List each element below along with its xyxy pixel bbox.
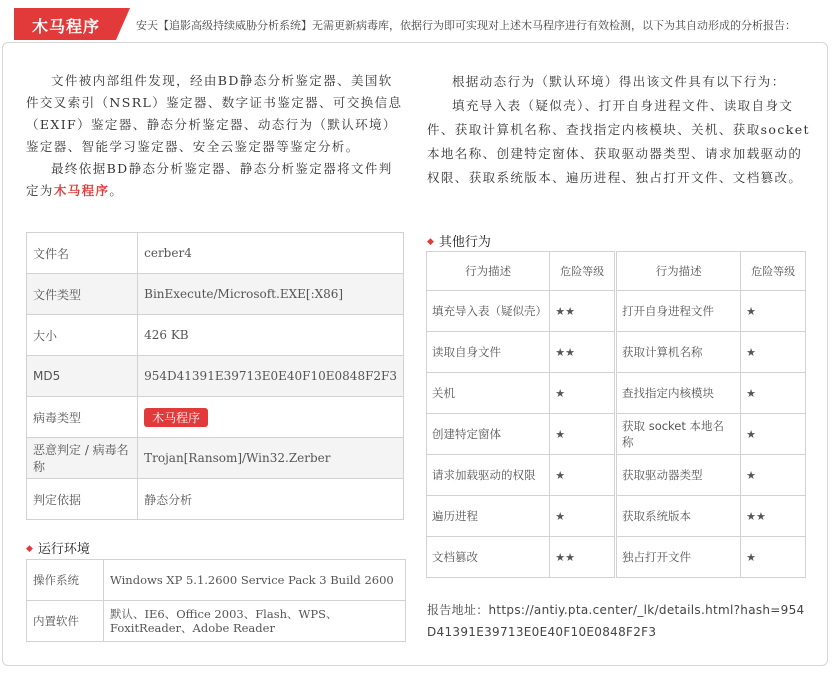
other-section-title bbox=[427, 231, 491, 250]
env-section-title bbox=[26, 538, 90, 557]
table-row bbox=[427, 332, 806, 373]
table-row bbox=[27, 274, 404, 315]
table-row bbox=[427, 537, 806, 578]
behavior-desc: 请求加载驱动的权限 bbox=[427, 455, 550, 496]
risk-stars: ★★ bbox=[550, 291, 616, 332]
risk-stars: ★★ bbox=[550, 332, 616, 373]
risk-stars: ★★ bbox=[741, 496, 806, 537]
other-section-title-text: 其他行为 bbox=[438, 235, 491, 250]
table-row bbox=[427, 373, 806, 414]
file-name-key: 文件名 bbox=[27, 233, 138, 274]
behavior-desc: 获取系统版本 bbox=[616, 496, 741, 537]
header bbox=[0, 0, 833, 44]
behavior-desc: 查找指定内核模块 bbox=[616, 373, 741, 414]
table-row bbox=[427, 414, 806, 455]
table-row bbox=[27, 560, 406, 601]
env-table bbox=[26, 559, 406, 642]
table-row bbox=[27, 356, 404, 397]
risk-stars: ★ bbox=[741, 537, 806, 578]
header-description: 安天【追影高级持续威胁分析系统】无需更新病毒库，依据行为即可实现对上述木马程序进行有效检测，以下为其自动形成的分析报告： bbox=[136, 19, 796, 32]
behavior-table bbox=[426, 251, 806, 578]
bullet-diamond-icon: ◆ bbox=[26, 544, 33, 554]
risk-stars: ★★ bbox=[550, 537, 616, 578]
intro-paragraph-2 bbox=[26, 158, 404, 202]
header-risk-2: 危险等级 bbox=[741, 252, 806, 291]
verdict-basis-value: 静态分析 bbox=[138, 479, 404, 520]
software-value: 默认、IE6、Office 2003、Flash、WPS、FoxitReader、Adobe Reader bbox=[104, 601, 406, 642]
verdict-basis-key: 判定依据 bbox=[27, 479, 138, 520]
table-row bbox=[27, 397, 404, 438]
behavior-desc: 独占打开文件 bbox=[616, 537, 741, 578]
report-url-link[interactable]: https://antiy.pta.center/_lk/details.html?hash=954D41391E39713E0E40F10E0848F2F3 bbox=[427, 603, 805, 639]
virus-type-key: 病毒类型 bbox=[27, 397, 138, 438]
file-size-value: 426 KB bbox=[138, 315, 404, 356]
intro-paragraph-1: 文件被内部组件发现，经由BD静态分析鉴定器、美国软件交叉索引（NSRL）鉴定器、数字证书鉴定器、可交换信息（EXIF）鉴定器、静态分析鉴定器、动态行为（默认环境）鉴定器、智能学习鉴定器、安全云鉴定器等鉴定分析。 bbox=[26, 73, 403, 154]
table-row bbox=[27, 479, 404, 520]
behavior-desc: 关机 bbox=[427, 373, 550, 414]
software-key: 内置软件 bbox=[27, 601, 104, 642]
behavior-desc: 获取计算机名称 bbox=[616, 332, 741, 373]
md5-key: MD5 bbox=[27, 356, 138, 397]
risk-stars: ★ bbox=[550, 373, 616, 414]
behavior-desc: 遍历进程 bbox=[427, 496, 550, 537]
risk-stars: ★ bbox=[741, 291, 806, 332]
intro-paragraph-2-suffix: 。 bbox=[109, 183, 124, 198]
risk-stars: ★ bbox=[741, 414, 806, 455]
risk-stars: ★ bbox=[550, 496, 616, 537]
risk-stars: ★ bbox=[741, 332, 806, 373]
file-info-table bbox=[26, 232, 404, 520]
behavior-summary-lead: 根据动态行为（默认环境）得出该文件具有以下行为： bbox=[452, 74, 786, 89]
os-key: 操作系统 bbox=[27, 560, 104, 601]
table-row bbox=[427, 291, 806, 332]
behavior-desc: 文档篡改 bbox=[427, 537, 550, 578]
header-risk-1: 危险等级 bbox=[550, 252, 616, 291]
file-type-key: 文件类型 bbox=[27, 274, 138, 315]
behavior-desc: 获取驱动器类型 bbox=[616, 455, 741, 496]
risk-stars: ★ bbox=[550, 414, 616, 455]
file-size-key: 大小 bbox=[27, 315, 138, 356]
intro-paragraph-2-prefix: 最终依据BD静态分析鉴定器、静态分析鉴定器将文件判定为 bbox=[26, 161, 393, 198]
behavior-summary bbox=[427, 70, 815, 190]
behavior-desc: 填充导入表（疑似壳） bbox=[427, 291, 550, 332]
md5-value: 954D41391E39713E0E40F10E0848F2F3 bbox=[138, 356, 404, 397]
verdict-highlight: 木马程序 bbox=[53, 183, 110, 198]
risk-stars: ★ bbox=[741, 455, 806, 496]
file-type-value: BinExecute/Microsoft.EXE[:X86] bbox=[138, 274, 404, 315]
malware-name-key: 恶意判定 / 病毒名称 bbox=[27, 438, 138, 479]
report-address-label: 报告地址： bbox=[427, 603, 489, 617]
behavior-summary-list: 填充导入表（疑似壳）、打开自身进程文件、读取自身文件、获取计算机名称、查找指定内核模块、关机、获取socket本地名称、创建特定窗体、获取驱动器类型、请求加载驱动的权限、获取系统版本、遍历进程、独占打开文件、文档篡改。 bbox=[427, 98, 810, 185]
report-address bbox=[427, 599, 812, 643]
os-value: Windows XP 5.1.2600 Service Pack 3 Build 2600 bbox=[104, 560, 406, 601]
malware-name-value: Trojan[Ransom]/Win32.Zerber bbox=[138, 438, 404, 479]
behavior-desc: 打开自身进程文件 bbox=[616, 291, 741, 332]
env-section-title-text: 运行环境 bbox=[37, 542, 90, 557]
risk-stars: ★ bbox=[741, 373, 806, 414]
category-badge-label: 木马程序 bbox=[32, 17, 101, 36]
bullet-diamond-icon: ◆ bbox=[427, 237, 434, 247]
table-header-row bbox=[427, 252, 806, 291]
header-desc-1: 行为描述 bbox=[427, 252, 550, 291]
virus-type-tag: 木马程序 bbox=[144, 408, 208, 427]
table-row bbox=[427, 455, 806, 496]
risk-stars: ★ bbox=[550, 455, 616, 496]
header-desc-2: 行为描述 bbox=[616, 252, 741, 291]
table-row bbox=[427, 496, 806, 537]
behavior-desc: 读取自身文件 bbox=[427, 332, 550, 373]
table-row bbox=[27, 438, 404, 479]
category-badge bbox=[14, 8, 116, 40]
intro-text bbox=[26, 70, 404, 202]
table-row bbox=[27, 601, 406, 642]
virus-type-cell bbox=[138, 397, 404, 438]
table-row bbox=[27, 233, 404, 274]
behavior-desc: 创建特定窗体 bbox=[427, 414, 550, 455]
behavior-desc: 获取 socket 本地名称 bbox=[616, 414, 741, 455]
table-row bbox=[27, 315, 404, 356]
file-name-value: cerber4 bbox=[138, 233, 404, 274]
